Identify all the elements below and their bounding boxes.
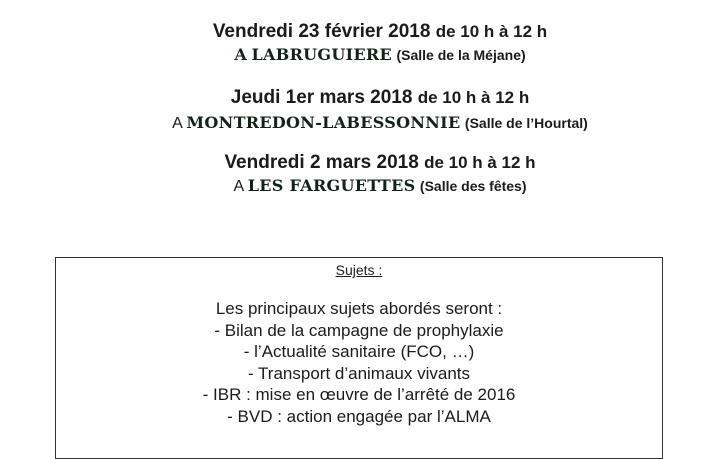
hall-name: (Salle des fêtes): [419, 178, 527, 194]
subject-item: - Transport d’animaux vivants: [247, 363, 471, 383]
meeting-date-line: [0, 152, 702, 174]
meeting-time: de 10 h à 12 h: [424, 153, 536, 172]
meeting-time: de 10 h à 12 h: [435, 22, 548, 41]
town-name: LES FARGUETTES: [247, 176, 416, 195]
subject-item: - IBR : mise en œuvre de l’arrêté de 2016: [202, 385, 516, 404]
subjects-box: [55, 257, 663, 459]
subjects-heading: Sujets :: [335, 262, 383, 278]
subject-item: - l’Actualité sanitaire (FCO, …): [243, 342, 475, 361]
meeting-place-line: [0, 176, 702, 196]
town-name: MONTREDON-LABESSONNIE: [186, 113, 461, 132]
meeting-date: Vendredi 2 mars 2018: [224, 152, 419, 173]
meeting-date: Jeudi 1er mars 2018: [230, 87, 413, 108]
subjects-list: [56, 298, 662, 427]
place-prefix: A: [233, 178, 244, 195]
subject-item: - BVD : action engagée par l’ALMA: [227, 406, 491, 426]
meeting-date: Vendredi 23 février 2018: [212, 21, 431, 42]
meeting-date-line: [0, 21, 702, 43]
subjects-intro: Les principaux sujets abordés seront :: [215, 299, 503, 318]
hall-name: (Salle de la Méjane): [396, 47, 526, 63]
town-name: LABRUGUIERE: [251, 45, 393, 64]
hall-name: (Salle de l’Hourtal): [464, 115, 588, 131]
meeting-time: de 10 h à 12 h: [417, 88, 530, 107]
place-prefix: A: [234, 45, 248, 64]
meeting-date-line: [0, 87, 702, 109]
meeting-place-line: [0, 113, 702, 133]
meeting-place-line: [0, 45, 702, 65]
place-prefix: A: [172, 115, 182, 132]
subject-item: - Bilan de la campagne de prophylaxie: [214, 320, 504, 340]
